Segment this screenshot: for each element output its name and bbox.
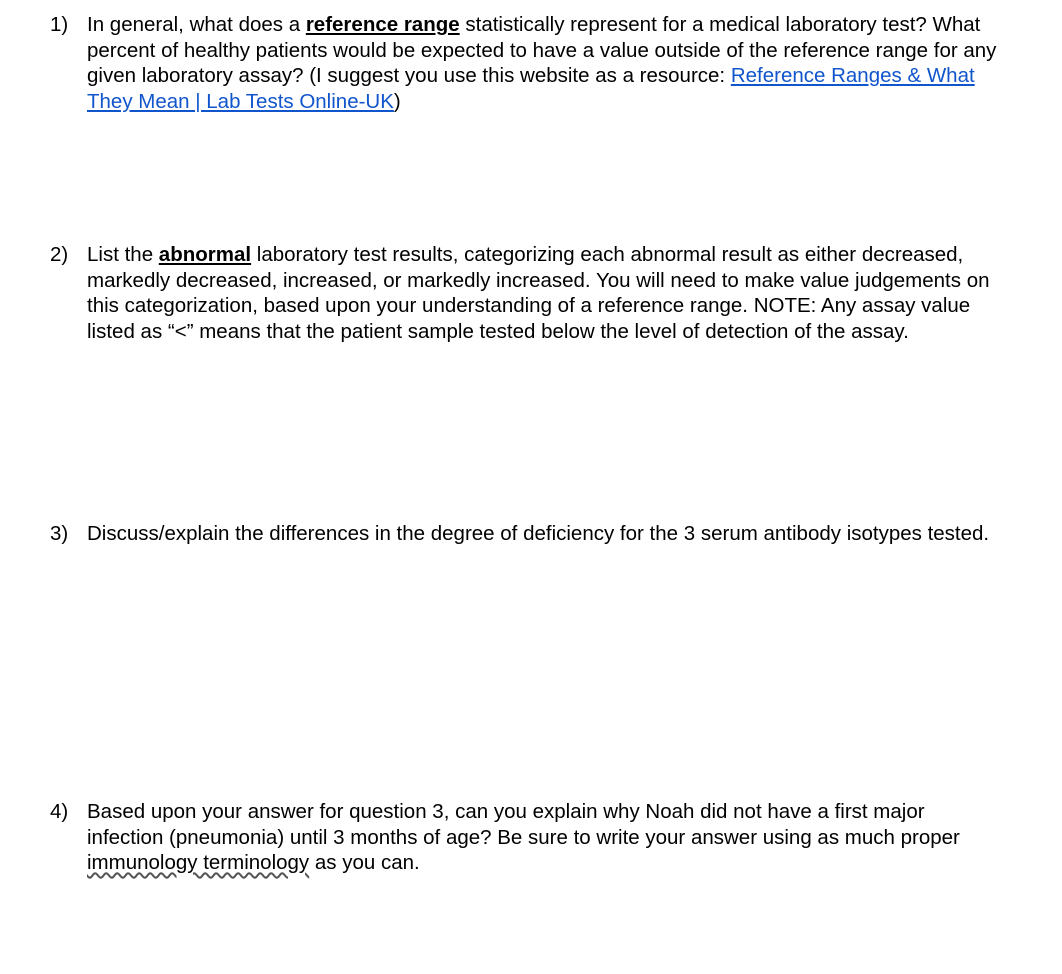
key-term-abnormal: abnormal bbox=[158, 243, 252, 266]
question-3 bbox=[50, 521, 1000, 547]
question-number: 4) bbox=[50, 800, 69, 823]
key-term-reference-range: reference range bbox=[305, 13, 460, 36]
question-number: 3) bbox=[50, 522, 69, 545]
question-text-part: as you can. bbox=[309, 851, 420, 874]
question-text-part: Based upon your answer for question 3, can you explain why Noah did not have a first major infection (pneumonia) until 3 months of age? Be sure to write your answer using as much proper bbox=[87, 800, 960, 849]
lab-tests-online-link[interactable]: Reference Ranges & What They Mean | Lab Tests Online-UK bbox=[87, 64, 975, 113]
question-text bbox=[87, 242, 1000, 344]
question-text: Discuss/explain the differences in the degree of deficiency for the 3 serum antibody isotypes tested. bbox=[87, 522, 990, 545]
question-text-part: statistically represent for a medical laboratory test? What percent of healthy patients would be expected to have a value outside of the reference range for any given laboratory assay? (I suggest you use this website as a resource: bbox=[87, 13, 997, 87]
question-text-part: laboratory test results, categorizing each abnormal result as either decreased, markedly decreased, increased, or markedly increased. You will need to make value judgements on this categorization, based upon your understanding of a reference range. NOTE: Any assay value listed as “<” means that the patient sample tested below the level of detection of the assay. bbox=[87, 243, 990, 343]
question-text-part: ) bbox=[393, 89, 401, 113]
question-text-part: List the bbox=[87, 243, 159, 266]
question-text bbox=[87, 12, 1000, 114]
question-number: 2) bbox=[50, 243, 69, 266]
question-4 bbox=[50, 799, 1000, 876]
spellcheck-flagged-term[interactable]: immunology terminology bbox=[87, 851, 310, 874]
question-text-part: In general, what does a bbox=[87, 13, 306, 36]
question-number: 1) bbox=[50, 13, 69, 36]
question-1 bbox=[50, 12, 1000, 114]
question-2 bbox=[50, 242, 1000, 344]
question-text bbox=[87, 799, 1000, 876]
